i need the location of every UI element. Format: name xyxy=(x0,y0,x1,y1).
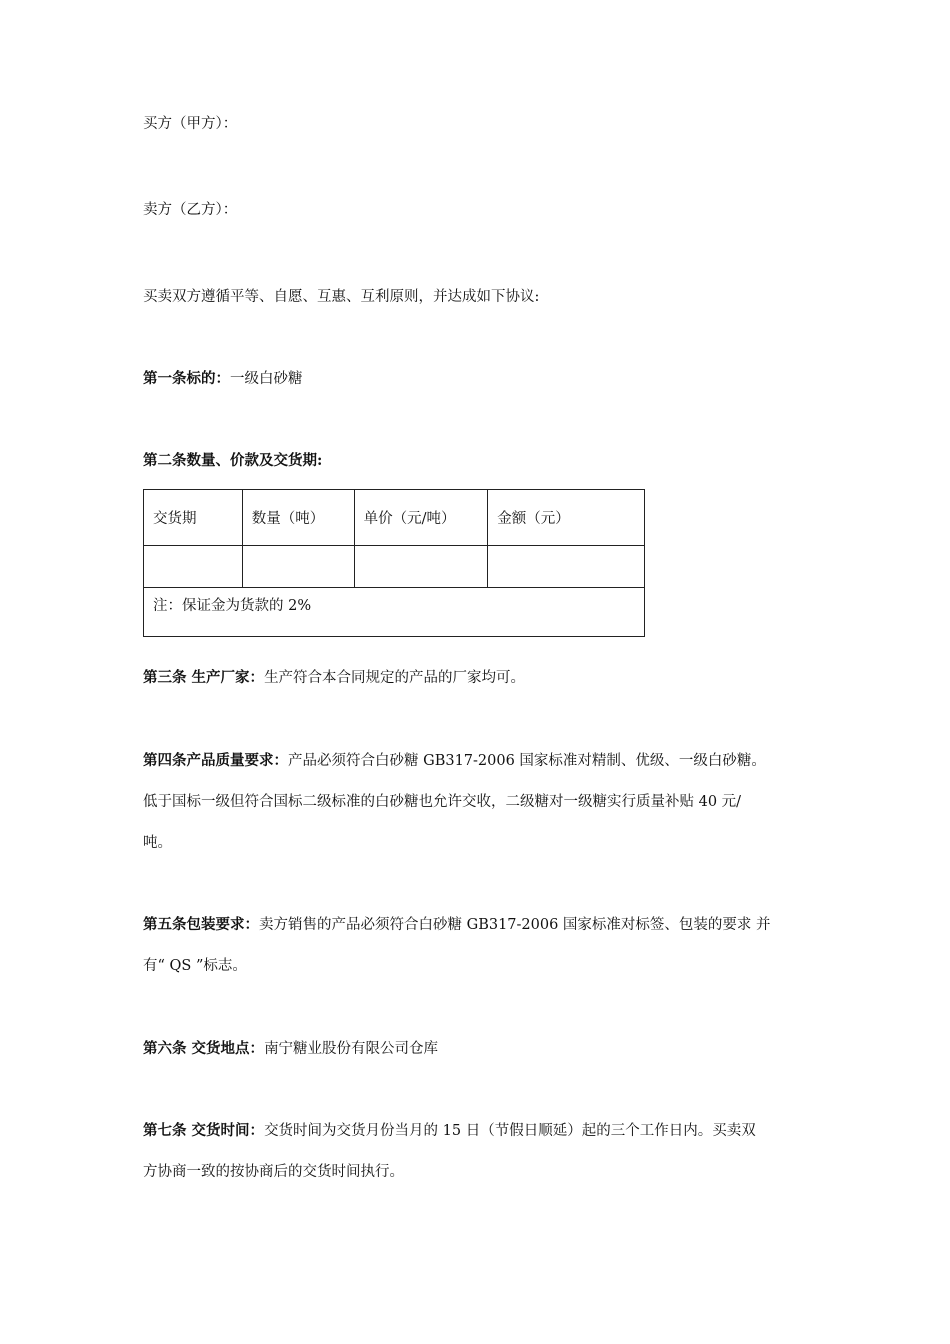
table-cell xyxy=(354,546,488,588)
article-1-heading: 第一条标的： xyxy=(143,370,230,387)
table-note: 注：保证金为货款的 2% xyxy=(144,588,645,637)
article-7-text: 交货时间为交货月份当月的 15 日（节假日顺延）起的三个工作日内。买卖双 xyxy=(264,1123,756,1139)
article-6-heading: 第六条 交货地点： xyxy=(143,1040,265,1057)
table-cell xyxy=(242,546,354,588)
article-3-heading: 第三条 生产厂家： xyxy=(143,669,265,686)
table-header-cell: 金额（元） xyxy=(488,490,645,546)
article-4-heading: 第四条产品质量要求： xyxy=(143,752,288,769)
article-3 xyxy=(143,668,525,688)
article-3-text: 生产符合本合同规定的产品的厂家均可。 xyxy=(264,670,526,686)
article-1 xyxy=(143,369,303,389)
article-5-heading: 第五条包装要求： xyxy=(143,916,259,933)
article-7-line-1 xyxy=(143,1121,756,1141)
article-5-line-2: 有“ QS ”标志。 xyxy=(143,958,247,974)
seller-label: 卖方（乙方）： xyxy=(143,202,238,218)
article-4-line-1 xyxy=(143,751,766,771)
article-7-line-2: 方协商一致的按协商后的交货时间执行。 xyxy=(143,1164,404,1180)
article-7-heading: 第七条 交货时间： xyxy=(143,1122,265,1139)
table-row xyxy=(144,546,645,588)
article-5-text: 卖方销售的产品必须符合白砂糖 GB317-2006 国家标准对标签、包装的要求 并 xyxy=(259,917,771,933)
article-4-line-2: 低于国标一级但符合国标二级标准的白砂糖也允许交收，二级糖对一级糖实行质量补贴 40 元/ xyxy=(143,794,742,810)
intro-paragraph: 买卖双方遵循平等、自愿、互惠、互利原则，并达成如下协议: xyxy=(143,289,540,305)
article-6-text: 南宁糖业股份有限公司仓库 xyxy=(264,1041,439,1057)
quantity-price-table xyxy=(143,489,645,637)
table-header-cell: 单价（元/吨） xyxy=(354,490,488,546)
article-6 xyxy=(143,1039,438,1059)
table-cell xyxy=(144,546,243,588)
article-5-line-1 xyxy=(143,915,771,935)
article-2-heading: 第二条数量、价款及交货期: xyxy=(143,452,323,469)
table-header-row xyxy=(144,490,645,546)
table-cell xyxy=(488,546,645,588)
article-4-line-3: 吨。 xyxy=(143,835,172,851)
table-header-cell: 数量（吨） xyxy=(242,490,354,546)
article-1-text: 一级白砂糖 xyxy=(230,371,303,387)
buyer-label: 买方（甲方）： xyxy=(143,116,238,132)
table-note-row xyxy=(144,588,645,637)
table-header-cell: 交货期 xyxy=(144,490,243,546)
article-4-text: 产品必须符合白砂糖 GB317-2006 国家标准对精制、优级、一级白砂糖。 xyxy=(288,753,766,769)
